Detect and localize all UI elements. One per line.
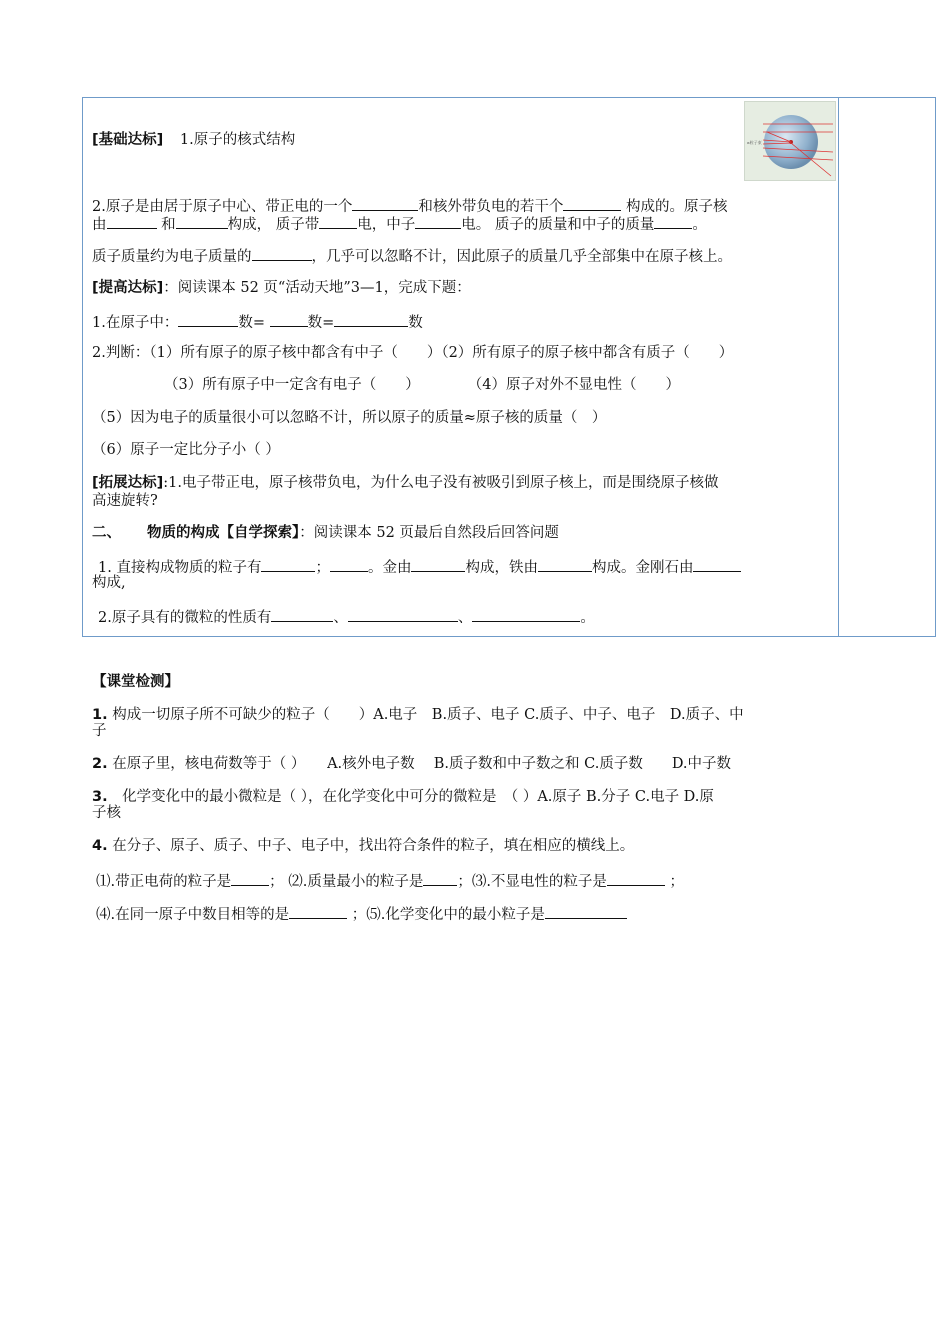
text: 。金由 <box>367 560 412 576</box>
text: 和核外带负电的若干个 <box>418 199 564 215</box>
blank[interactable] <box>252 246 312 261</box>
section-title: 物质的构成【自学探索】 <box>147 525 300 541</box>
blank[interactable] <box>654 214 692 229</box>
check-q3-tail: 子核 <box>92 805 121 821</box>
question-number: 3. <box>92 789 108 805</box>
basic-line-4 <box>92 246 732 266</box>
blank[interactable] <box>538 557 592 572</box>
judge-item-1: （1）所有原子的原子核中都含有中子（ ） <box>149 345 442 361</box>
basic-line-2 <box>92 196 727 216</box>
text: 2.原子是由居于原子中心、带正电的一个 <box>92 199 353 215</box>
judge-item-4: （4）原子对外不显电性（ ） <box>467 377 680 393</box>
blank[interactable] <box>545 904 627 919</box>
text: 由 <box>92 217 107 233</box>
text: 构成， 质子带 <box>227 217 320 233</box>
blank[interactable] <box>319 214 357 229</box>
figure-label: α粒子束 <box>747 140 762 145</box>
text: 2.原子具有的微粒的性质有 <box>98 610 272 626</box>
section2-q1 <box>98 557 741 577</box>
text: 数 <box>408 315 423 331</box>
extend-line-2: 高速旋转? <box>92 493 158 509</box>
extend-line-1 <box>92 474 718 492</box>
check-title: 【课堂检测】 <box>92 674 179 690</box>
blank[interactable] <box>563 196 621 211</box>
text: 。 <box>580 610 595 626</box>
section2-q1-tail: 构成, <box>92 575 126 591</box>
check-q4-sub-2 <box>96 904 627 924</box>
text: :1.电子带正电，原子核带负电，为什么电子没有被吸引到原子核上，而是围绕原子核做 <box>163 475 719 491</box>
blank[interactable] <box>271 607 333 622</box>
blank[interactable] <box>270 312 308 327</box>
text: ； ⑵.质量最小的粒子是 <box>269 874 424 890</box>
blank[interactable] <box>330 557 368 572</box>
blank[interactable] <box>693 557 741 572</box>
alpha-scattering-diagram <box>745 102 835 180</box>
question-number: 2. <box>92 756 108 772</box>
extend-title: [拓展达标] <box>92 475 164 491</box>
text: 电，中子 <box>357 217 416 233</box>
question-number: 1. <box>92 707 108 723</box>
text: 。 <box>692 217 707 233</box>
check-q3 <box>92 788 714 806</box>
blank[interactable] <box>415 214 461 229</box>
text: 、 <box>457 610 473 626</box>
judge-row-2 <box>164 376 680 394</box>
text: 构成的。原子核 <box>621 199 728 215</box>
basic-title: [基础达标] <box>92 132 164 148</box>
text: 质子质量约为电子质量的 <box>92 249 252 265</box>
blank[interactable] <box>348 607 458 622</box>
question-number: 4. <box>92 838 108 854</box>
text: ； <box>315 560 330 576</box>
check-q2 <box>92 755 731 773</box>
atom-structure-figure <box>744 101 836 181</box>
text: 1.在原子中： <box>92 315 179 331</box>
text: 构成一切原子所不可缺少的粒子（ ）A.电子 B.质子、电子 C.质子、中子、电子 D.质子、中 <box>107 707 744 723</box>
check-q4-sub-1 <box>96 871 684 891</box>
text: 2.判断： <box>92 345 150 361</box>
text: 电。 质子的质量和中子的质量 <box>461 217 655 233</box>
section2-heading <box>92 524 559 542</box>
frame-divider <box>838 97 839 637</box>
judge-item-2: （2）所有原子的原子核中都含有质子（ ） <box>441 345 734 361</box>
text: ：阅读课本 52 页最后自然段后回答问题 <box>299 525 559 541</box>
improve-intro <box>92 279 471 297</box>
text: 1. 直接构成物质的粒子有 <box>98 560 262 576</box>
improve-title: [提高达标] <box>92 280 164 296</box>
blank[interactable] <box>107 214 157 229</box>
blank[interactable] <box>334 312 408 327</box>
judge-item-6: （6）原子一定比分子小（ ） <box>92 442 280 458</box>
text: ，几乎可以忽略不计，因此原子的质量几乎全部集中在原子核上。 <box>311 249 732 265</box>
text: 在原子里，核电荷数等于（ ） A.核外电子数 B.质子数和中子数之和 C.质子数 D.中子数 <box>107 756 732 772</box>
section-number: 二、 <box>92 525 121 541</box>
check-q1 <box>92 706 744 724</box>
text: ⑴.带正电荷的粒子是 <box>96 874 232 890</box>
judge-item-5: （5）因为电子的质量很小可以忽略不计，所以原子的质量≈原子核的质量（ ） <box>92 410 607 426</box>
text: 和 <box>156 217 176 233</box>
check-q1-tail: 子 <box>92 723 107 739</box>
blank[interactable] <box>411 557 465 572</box>
blank[interactable] <box>289 904 347 919</box>
check-q4 <box>92 837 634 855</box>
blank[interactable] <box>178 312 238 327</box>
judge-item-3: （3）所有原子中一定含有电子（ ） <box>164 377 420 393</box>
text: 、 <box>333 610 348 626</box>
text: 在分子、原子、质子、中子、电子中，找出符合条件的粒子，填在相应的横线上。 <box>107 838 635 854</box>
section2-q2 <box>98 607 595 627</box>
text: ； <box>664 874 685 890</box>
text: 数= <box>238 315 270 331</box>
blank[interactable] <box>607 871 665 886</box>
basic-line-1 <box>92 131 295 149</box>
text: ；⑶.不显电性的粒子是 <box>457 874 607 890</box>
basic-line-3 <box>92 214 707 234</box>
text: 化学变化中的最小微粒是（ ），在化学变化中可分的微粒是 （ ）A.原子 B.分子 C.电子 D.原 <box>107 789 714 805</box>
text: ：阅读课本 52 页“活动天地”3—1，完成下题： <box>163 280 471 296</box>
blank[interactable] <box>352 196 418 211</box>
improve-q1 <box>92 312 423 332</box>
text: ；⑸.化学变化中的最小粒子是 <box>347 907 545 923</box>
blank[interactable] <box>261 557 315 572</box>
text: ⑷.在同一原子中数目相等的是 <box>96 907 290 923</box>
basic-item1: 1.原子的核式结构 <box>179 132 296 148</box>
blank[interactable] <box>176 214 228 229</box>
blank[interactable] <box>231 871 269 886</box>
judge-row-1 <box>92 344 733 362</box>
text: 构成，铁由 <box>465 560 538 576</box>
text: 构成。金刚石由 <box>591 560 694 576</box>
blank[interactable] <box>423 871 457 886</box>
blank[interactable] <box>472 607 580 622</box>
text: 数= <box>307 315 335 331</box>
